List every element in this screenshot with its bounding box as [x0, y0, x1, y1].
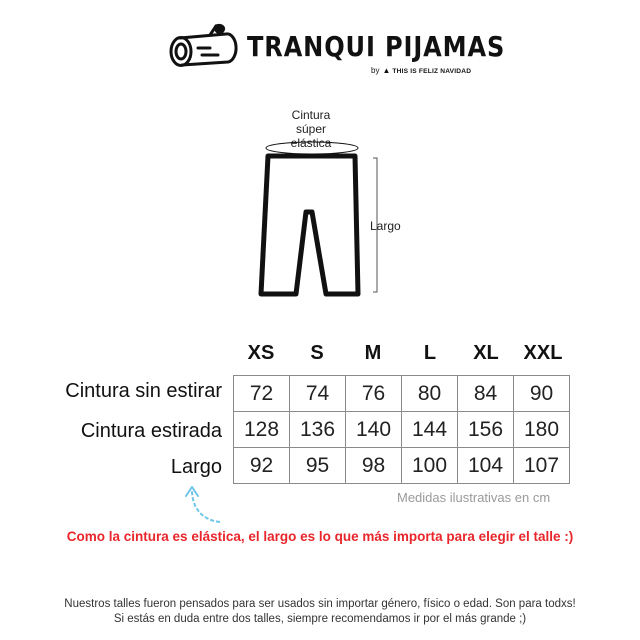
size-header-row: [233, 342, 571, 366]
brand-title: TRANQUI PIJAMAS: [247, 30, 506, 63]
row-label-cintura-estirada: Cintura estirada: [80, 420, 222, 442]
table-cell: 98: [346, 448, 402, 484]
brand-sub: THIS IS FELIZ NAVIDAD: [392, 68, 472, 75]
pants-diagram: [250, 140, 370, 305]
waist-label-line-3: elástica: [290, 136, 332, 150]
size-m: M: [364, 342, 382, 364]
size-l: L: [423, 342, 437, 364]
curved-arrow-up-icon: [180, 482, 224, 531]
elastic-waist-callout: Como la cintura es elástica, el largo es lo que más importa para elegir el talle :): [66, 529, 574, 544]
waist-label-line-1: Cintura: [291, 108, 331, 122]
table-cell: 100: [402, 448, 458, 484]
table-cell: 104: [458, 448, 514, 484]
length-label: Largo: [370, 219, 401, 233]
tree-icon: ▲: [382, 66, 391, 75]
size-s: S: [310, 342, 324, 364]
table-cell: 107: [514, 448, 570, 484]
table-cell: 74: [290, 376, 346, 412]
size-xs: XS: [247, 342, 275, 364]
size-table: [233, 375, 570, 484]
table-cell: 128: [234, 412, 290, 448]
table-cell: 136: [290, 412, 346, 448]
table-cell: 76: [346, 376, 402, 412]
table-cell: 80: [402, 376, 458, 412]
footer-line-1: Nuestros talles fueron pensados para ser usados sin importar género, físico o edad. Son para todxs!: [64, 598, 576, 610]
table-row: [234, 448, 570, 484]
footer-note: [0, 597, 640, 627]
table-row: [234, 376, 570, 412]
waist-label-line-2: súper: [295, 122, 327, 136]
table-cell: 95: [290, 448, 346, 484]
size-xxl: XXL: [523, 342, 563, 364]
table-cell: 72: [234, 376, 290, 412]
footer-line-2: Si estás en duda entre dos talles, siempre recomendamos ir por el más grande ;): [113, 613, 527, 625]
table-cell: 180: [514, 412, 570, 448]
size-xl: XL: [473, 342, 499, 364]
row-label-largo: Largo: [170, 456, 222, 478]
row-label-cintura-sin-estirar: Cintura sin estirar: [65, 380, 222, 402]
measurement-note: Medidas ilustrativas en cm: [397, 490, 551, 505]
log-with-leaf-icon: [166, 22, 238, 75]
table-cell: 144: [402, 412, 458, 448]
table-cell: 84: [458, 376, 514, 412]
brand-by-text: by: [371, 66, 380, 75]
table-cell: 90: [514, 376, 570, 412]
table-cell: 92: [234, 448, 290, 484]
brand-byline: [371, 66, 471, 75]
table-row: [234, 412, 570, 448]
table-cell: 156: [458, 412, 514, 448]
table-cell: 140: [346, 412, 402, 448]
